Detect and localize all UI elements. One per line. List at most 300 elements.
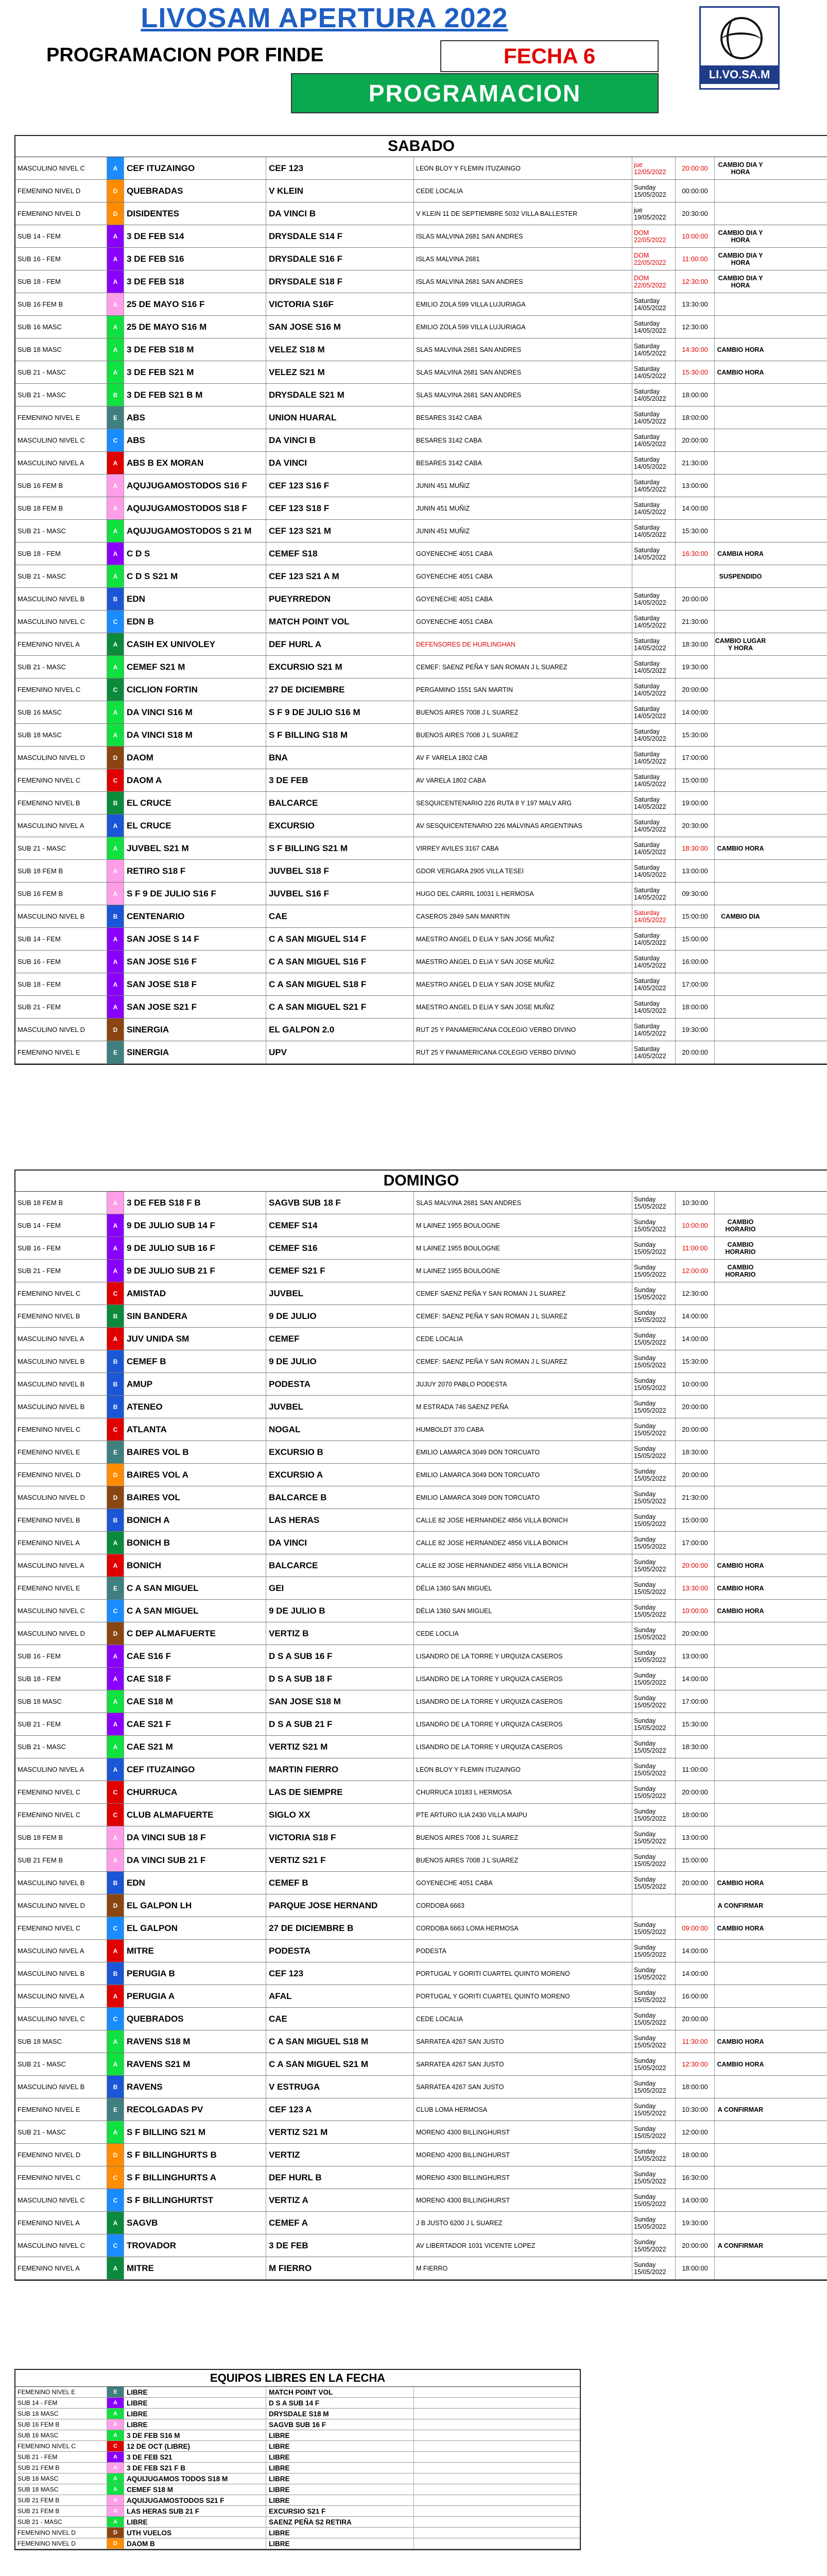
division-cell: SUB 21 - FEM xyxy=(15,996,107,1018)
observation-cell: CAMBIO HORA xyxy=(717,1924,764,1932)
table-row xyxy=(15,973,827,996)
venue-cell: CEMEF: SAENZ PEÑA Y SAN ROMAN J L SUAREZ xyxy=(414,1350,632,1372)
libre-row xyxy=(15,2419,580,2430)
division-cell: SUB 14 - FEM xyxy=(15,1214,107,1236)
visitor-team: C A SAN MIGUEL S18 F xyxy=(266,973,414,995)
time-cell: 20:00:00 xyxy=(676,1872,715,1894)
local-team: QUEBRADAS xyxy=(124,180,266,202)
date-cell: Sunday 15/05/2022 xyxy=(632,1962,676,1985)
time-cell: 18:00:00 xyxy=(676,2076,715,2098)
level-badge: A xyxy=(107,2398,124,2408)
table-row xyxy=(15,1872,827,1894)
time-cell: 15:30:00 xyxy=(676,1350,715,1372)
time-cell: 14:00:00 xyxy=(676,1305,715,1327)
table-row xyxy=(15,1917,827,1940)
time-cell: 18:30:00 xyxy=(676,1441,715,1463)
local-team: AQUIJUGAMOSTODOS S21 F xyxy=(124,2495,266,2505)
time-cell: 20:00:00 xyxy=(676,1041,715,1063)
visitor-team: PODESTA xyxy=(266,1373,414,1395)
date-cell: Saturday 14/05/2022 xyxy=(632,656,676,678)
libre-row xyxy=(15,2538,580,2549)
local-team: BONICH A xyxy=(124,1509,266,1531)
date-cell: Saturday 14/05/2022 xyxy=(632,928,676,950)
venue-cell: CEMEF SAENZ PEÑA Y SAN ROMAN J L SUAREZ xyxy=(414,1282,632,1304)
date-cell: Sunday 15/05/2022 xyxy=(632,1804,676,1826)
observation-cell xyxy=(715,2144,766,2166)
level-badge: A xyxy=(107,1237,124,1259)
table-row xyxy=(15,248,827,270)
table-row xyxy=(15,1826,827,1849)
time-cell: 14:00:00 xyxy=(676,1328,715,1350)
observation-cell: A CONFIRMAR xyxy=(717,1902,764,1909)
level-badge: B xyxy=(107,1305,124,1327)
level-badge: A xyxy=(107,2506,124,2516)
division-cell: MASCULINO NIVEL B xyxy=(15,905,107,927)
venue-cell: GOYENECHE 4051 CABA xyxy=(414,543,632,565)
division-cell: SUB 21 - MASC xyxy=(15,520,107,542)
date-cell: Saturday 14/05/2022 xyxy=(632,996,676,1018)
local-team: 25 DE MAYO S16 M xyxy=(124,316,266,338)
local-team: BAIRES VOL A xyxy=(124,1464,266,1486)
visitor-team: D S A SUB 21 F xyxy=(266,1713,414,1735)
level-badge: A xyxy=(107,1328,124,1350)
local-team: EDN xyxy=(124,588,266,610)
visitor-team: CEMEF A xyxy=(266,2212,414,2234)
visitor-team: VERTIZ S21 M xyxy=(266,1736,414,1758)
observation-cell xyxy=(715,2189,766,2211)
visitor-team: EXCURSIO S21 F xyxy=(266,2506,414,2516)
local-team: C DEP ALMAFUERTE xyxy=(124,1622,266,1645)
table-row xyxy=(15,2257,827,2280)
venue-cell: BESARES 3142 CABA xyxy=(414,452,632,474)
venue-cell: SLAS MALVINA 2681 SAN ANDRES xyxy=(414,1192,632,1214)
division-cell: MASCULINO NIVEL C xyxy=(15,2234,107,2257)
visitor-team: SAGVB SUB 16 F xyxy=(266,2419,414,2430)
level-badge: B xyxy=(107,1396,124,1418)
local-team: AMISTAD xyxy=(124,1282,266,1304)
local-team: LAS HERAS SUB 21 F xyxy=(124,2506,266,2516)
table-row xyxy=(15,1509,827,1532)
level-badge: C xyxy=(107,2166,124,2189)
visitor-team: CEF 123 S21 M xyxy=(266,520,414,542)
venue-cell: AV LIBERTADOR 1031 VICENTE LOPEZ xyxy=(414,2234,632,2257)
local-team: ABS xyxy=(124,406,266,429)
date-cell: Sunday 15/05/2022 xyxy=(632,180,676,202)
date-cell: Saturday 14/05/2022 xyxy=(632,520,676,542)
table-row xyxy=(15,1940,827,1962)
libre-row xyxy=(15,2528,580,2538)
visitor-team: S F 9 DE JULIO S16 M xyxy=(266,701,414,723)
observation-cell: CAMBIO HORA xyxy=(717,368,764,376)
division-cell: MASCULINO NIVEL C xyxy=(15,1600,107,1622)
level-badge: A xyxy=(107,316,124,338)
observation-cell xyxy=(715,1464,766,1486)
libre-row xyxy=(15,2506,580,2517)
level-badge: A xyxy=(107,2409,124,2419)
level-badge: A xyxy=(107,996,124,1018)
observation-cell xyxy=(715,1962,766,1985)
date-cell: Saturday 14/05/2022 xyxy=(632,293,676,315)
time-cell: 16:30:00 xyxy=(676,543,715,565)
observation-cell xyxy=(715,497,766,519)
table-row xyxy=(15,338,827,361)
time-cell: 14:30:00 xyxy=(676,338,715,361)
observation-cell xyxy=(715,2212,766,2234)
time-cell: 20:00:00 xyxy=(676,1622,715,1645)
division-cell: SUB 21 - MASC xyxy=(15,837,107,859)
division-cell: FEMENINO NIVEL A xyxy=(15,2257,107,2279)
date-cell: Sunday 15/05/2022 xyxy=(632,1260,676,1282)
level-badge: E xyxy=(107,1577,124,1599)
table-row xyxy=(15,1373,827,1396)
division-cell: SUB 18 - FEM xyxy=(15,1668,107,1690)
table-row xyxy=(15,2008,827,2030)
date-cell: Sunday 15/05/2022 xyxy=(632,1464,676,1486)
table-row xyxy=(15,611,827,633)
time-cell: 19:30:00 xyxy=(676,2212,715,2234)
observation-cell xyxy=(715,815,766,837)
time-cell: 00:00:00 xyxy=(676,180,715,202)
division-cell: MASCULINO NIVEL B xyxy=(15,1373,107,1395)
local-team: C A SAN MIGUEL xyxy=(124,1577,266,1599)
venue-cell: CLUB LOMA HERMOSA xyxy=(414,2098,632,2121)
level-badge: E xyxy=(107,1041,124,1063)
date-cell: Sunday 15/05/2022 xyxy=(632,1781,676,1803)
level-badge: A xyxy=(107,2430,124,2441)
local-team: BONICH xyxy=(124,1554,266,1577)
visitor-team: EXCURSIO B xyxy=(266,1441,414,1463)
date-cell: Sunday 15/05/2022 xyxy=(632,2144,676,2166)
venue-cell: BUENOS AIRES 7008 J L SUAREZ xyxy=(414,724,632,746)
venue-cell: DÉLIA 1360 SAN MIGUEL xyxy=(414,1577,632,1599)
division-cell: FEMENINO NIVEL C xyxy=(15,2441,107,2451)
level-badge: B xyxy=(107,1962,124,1985)
local-team: 3 DE FEB S21 F B xyxy=(124,2463,266,2473)
division-cell: SUB 16 FEM B xyxy=(15,2419,107,2430)
venue-cell: PODESTA xyxy=(414,1940,632,1962)
time-cell: 12:30:00 xyxy=(676,270,715,293)
date-cell: Saturday 14/05/2022 xyxy=(632,452,676,474)
venue-cell: EMILIO ZOLA 599 VILLA LUJURIAGA xyxy=(414,293,632,315)
division-cell: FEMENINO NIVEL A xyxy=(15,2212,107,2234)
level-badge: D xyxy=(107,1894,124,1917)
local-team: RAVENS S21 M xyxy=(124,2053,266,2075)
level-badge: A xyxy=(107,2121,124,2143)
local-team: 25 DE MAYO S16 F xyxy=(124,293,266,315)
date-cell: DOM 22/05/2022 xyxy=(632,270,676,293)
local-team: CEMEF S21 M xyxy=(124,656,266,678)
venue-cell: SARRATEA 4267 SAN JUSTO xyxy=(414,2030,632,2053)
time-cell: 20:00:00 xyxy=(676,1418,715,1440)
time-cell: 17:00:00 xyxy=(676,747,715,769)
time-cell: 12:00:00 xyxy=(676,2121,715,2143)
observation-cell xyxy=(715,928,766,950)
time-cell: 12:30:00 xyxy=(676,1282,715,1304)
local-team: ABS B EX MORAN xyxy=(124,452,266,474)
date-cell: Saturday 14/05/2022 xyxy=(632,633,676,655)
time-cell: 20:00:00 xyxy=(676,1781,715,1803)
division-cell: MASCULINO NIVEL A xyxy=(15,452,107,474)
table-row xyxy=(15,656,827,679)
division-cell: SUB 18 MASC xyxy=(15,2030,107,2053)
level-badge: C xyxy=(107,1804,124,1826)
level-badge: A xyxy=(107,225,124,247)
level-badge: D xyxy=(107,1622,124,1645)
observation-cell: CAMBIO HORA xyxy=(717,1562,764,1569)
visitor-team: PODESTA xyxy=(266,1940,414,1962)
local-team: BAIRES VOL B xyxy=(124,1441,266,1463)
observation-cell xyxy=(715,1441,766,1463)
observation-cell xyxy=(715,1418,766,1440)
time-cell: 18:00:00 xyxy=(676,406,715,429)
division-cell: MASCULINO NIVEL C xyxy=(15,157,107,179)
date-cell: Sunday 15/05/2022 xyxy=(632,1736,676,1758)
table-row xyxy=(15,1985,827,2008)
division-cell: SUB 21 - MASC xyxy=(15,1736,107,1758)
level-badge: A xyxy=(107,860,124,882)
local-team: SAN JOSE S18 F xyxy=(124,973,266,995)
division-cell: MASCULINO NIVEL D xyxy=(15,1019,107,1041)
time-cell: 20:00:00 xyxy=(676,157,715,179)
time-cell: 10:00:00 xyxy=(676,1600,715,1622)
date-cell: Sunday 15/05/2022 xyxy=(632,1305,676,1327)
venue-cell: J B JUSTO 6200 J L SUAREZ xyxy=(414,2212,632,2234)
local-team: 3 DE FEB S18 M xyxy=(124,338,266,361)
date-cell: Sunday 15/05/2022 xyxy=(632,2008,676,2030)
level-badge: C xyxy=(107,2008,124,2030)
table-row xyxy=(15,837,827,860)
visitor-team: V ESTRUGA xyxy=(266,2076,414,2098)
observation-cell: A CONFIRMAR xyxy=(717,2242,764,2249)
time-cell: 14:00:00 xyxy=(676,701,715,723)
date-cell: Sunday 15/05/2022 xyxy=(632,2121,676,2143)
table-row xyxy=(15,1758,827,1781)
observation-cell: CAMBIA HORA xyxy=(717,550,764,557)
visitor-team: LIBRE xyxy=(266,2463,414,2473)
observation-cell: CAMBIO HORA xyxy=(717,346,764,353)
observation-cell xyxy=(715,1758,766,1781)
observation-cell xyxy=(715,316,766,338)
table-row xyxy=(15,2234,827,2257)
division-cell: SUB 16 - FEM xyxy=(15,1645,107,1667)
date-cell: Sunday 15/05/2022 xyxy=(632,1600,676,1622)
date-cell: Sunday 15/05/2022 xyxy=(632,1441,676,1463)
division-cell: FEMENINO NIVEL C xyxy=(15,1804,107,1826)
time-cell: 20:00:00 xyxy=(676,679,715,701)
date-cell: Sunday 15/05/2022 xyxy=(632,1645,676,1667)
time-cell: 21:30:00 xyxy=(676,1486,715,1509)
level-badge: A xyxy=(107,815,124,837)
time-cell: 16:00:00 xyxy=(676,1985,715,2007)
table-row xyxy=(15,1713,827,1736)
time-cell: 18:00:00 xyxy=(676,2257,715,2279)
local-team: 3 DE FEB S21 xyxy=(124,2452,266,2462)
visitor-team: UPV xyxy=(266,1041,414,1063)
level-badge: A xyxy=(107,248,124,270)
table-row xyxy=(15,2144,827,2166)
observation-cell xyxy=(715,1645,766,1667)
observation-cell xyxy=(715,1486,766,1509)
level-badge: A xyxy=(107,157,124,179)
time-cell: 13:00:00 xyxy=(676,1645,715,1667)
date-cell: Sunday 15/05/2022 xyxy=(632,2053,676,2075)
division-cell: FEMENINO NIVEL D xyxy=(15,2144,107,2166)
observation-cell xyxy=(715,747,766,769)
observation-cell xyxy=(715,1622,766,1645)
date-cell: Sunday 15/05/2022 xyxy=(632,1713,676,1735)
observation-cell xyxy=(715,1736,766,1758)
table-row xyxy=(15,1486,827,1509)
table-row xyxy=(15,361,827,384)
libre-row xyxy=(15,2463,580,2473)
division-cell: MASCULINO NIVEL B xyxy=(15,1962,107,1985)
venue-cell: BESARES 3142 CABA xyxy=(414,406,632,429)
local-team: EL CRUCE xyxy=(124,792,266,814)
time-cell: 20:00:00 xyxy=(676,1554,715,1577)
visitor-team: SAGVB SUB 18 F xyxy=(266,1192,414,1214)
table-row xyxy=(15,2121,827,2144)
observation-cell xyxy=(715,406,766,429)
date-cell: Sunday 15/05/2022 xyxy=(632,2030,676,2053)
division-cell: MASCULINO NIVEL A xyxy=(15,815,107,837)
table-row xyxy=(15,1554,827,1577)
venue-cell: CORDOBA 6663 xyxy=(414,1894,632,1917)
time-cell: 18:00:00 xyxy=(676,2144,715,2166)
visitor-team: LIBRE xyxy=(266,2528,414,2538)
venue-cell: SLAS MALVINA 2681 SAN ANDRES xyxy=(414,384,632,406)
observation-cell xyxy=(715,180,766,202)
level-badge: C xyxy=(107,2441,124,2451)
venue-cell: PORTUGAL Y GORITI CUARTEL QUINTO MORENO xyxy=(414,1985,632,2007)
venue-cell: LISANDRO DE LA TORRE Y URQUIZA CASEROS xyxy=(414,1690,632,1713)
observation-cell xyxy=(715,769,766,791)
local-team: SAN JOSE S16 F xyxy=(124,951,266,973)
venue-cell: CORDOBA 6663 LOMA HERMOSA xyxy=(414,1917,632,1939)
local-team: SINERGIA xyxy=(124,1041,266,1063)
time-cell xyxy=(676,565,715,587)
time-cell: 15:30:00 xyxy=(676,520,715,542)
visitor-team: 27 DE DICIEMBRE B xyxy=(266,1917,414,1939)
table-row xyxy=(15,701,827,724)
date-cell: Saturday 14/05/2022 xyxy=(632,338,676,361)
venue-cell: LISANDRO DE LA TORRE Y URQUIZA CASEROS xyxy=(414,1668,632,1690)
visitor-team: CEF 123 xyxy=(266,1962,414,1985)
local-team: 9 DE JULIO SUB 16 F xyxy=(124,1237,266,1259)
level-badge: B xyxy=(107,1509,124,1531)
table-row xyxy=(15,1736,827,1758)
level-badge: A xyxy=(107,2463,124,2473)
visitor-team: 3 DE FEB xyxy=(266,769,414,791)
visitor-team: SAN JOSE S18 M xyxy=(266,1690,414,1713)
level-badge: C xyxy=(107,1282,124,1304)
division-cell: FEMENINO NIVEL D xyxy=(15,1464,107,1486)
local-team: LIBRE xyxy=(124,2409,266,2419)
time-cell: 14:00:00 xyxy=(676,2189,715,2211)
visitor-team: BALCARCE xyxy=(266,792,414,814)
venue-cell: LISANDRO DE LA TORRE Y URQUIZA CASEROS xyxy=(414,1713,632,1735)
date-cell: Saturday 14/05/2022 xyxy=(632,905,676,927)
division-cell: SUB 21 - FEM xyxy=(15,2452,107,2462)
local-team: S F BILLINGHURTS A xyxy=(124,2166,266,2189)
visitor-team: CEMEF xyxy=(266,1328,414,1350)
observation-cell: CAMBIO DIA Y HORA xyxy=(718,229,763,244)
division-cell: FEMENINO NIVEL C xyxy=(15,2166,107,2189)
local-team: 3 DE FEB S16 M xyxy=(124,2430,266,2441)
time-cell: 20:30:00 xyxy=(676,202,715,225)
venue-cell: CASEROS 2849 SAN MANRTIN xyxy=(414,905,632,927)
libre-row xyxy=(15,2387,580,2398)
level-badge: A xyxy=(107,1192,124,1214)
visitor-team: DA VINCI xyxy=(266,1532,414,1554)
date-cell: Sunday 15/05/2022 xyxy=(632,1328,676,1350)
observation-cell xyxy=(715,1690,766,1713)
local-team: S F 9 DE JULIO S16 F xyxy=(124,883,266,905)
date-cell: Sunday 15/05/2022 xyxy=(632,1509,676,1531)
venue-cell: JUNIN 451 MUÑIZ xyxy=(414,474,632,497)
venue-cell: CEDE LOCLIA xyxy=(414,1622,632,1645)
division-cell: SUB 18 FEM B xyxy=(15,1826,107,1849)
time-cell: 12:30:00 xyxy=(676,2053,715,2075)
visitor-team: LAS HERAS xyxy=(266,1509,414,1531)
observation-cell xyxy=(715,2166,766,2189)
table-row xyxy=(15,1804,827,1826)
visitor-team: CEMEF S16 xyxy=(266,1237,414,1259)
table-row xyxy=(15,1894,827,1917)
venue-cell: SARRATEA 4267 SAN JUSTO xyxy=(414,2053,632,2075)
observation-cell: CAMBIO DIA Y HORA xyxy=(718,274,763,289)
division-cell: SUB 21 FEM B xyxy=(15,1849,107,1871)
observation-cell xyxy=(715,293,766,315)
observation-cell: CAMBIO HORARIO xyxy=(725,1218,756,1233)
local-team: 9 DE JULIO SUB 14 F xyxy=(124,1214,266,1236)
visitor-team: DRYSDALE S21 M xyxy=(266,384,414,406)
date-cell: Saturday 14/05/2022 xyxy=(632,860,676,882)
date-cell: Saturday 14/05/2022 xyxy=(632,837,676,859)
time-cell: 15:00:00 xyxy=(676,905,715,927)
date-cell xyxy=(632,565,676,587)
local-team: CAE S18 M xyxy=(124,1690,266,1713)
local-team: ATLANTA xyxy=(124,1418,266,1440)
division-cell: MASCULINO NIVEL B xyxy=(15,2076,107,2098)
date-cell: Saturday 14/05/2022 xyxy=(632,588,676,610)
local-team: 3 DE FEB S14 xyxy=(124,225,266,247)
venue-cell: MAESTRO ANGEL D ELIA Y SAN JOSE MUÑIZ xyxy=(414,951,632,973)
division-cell: SUB 18 - FEM xyxy=(15,543,107,565)
venue-cell: CHURRUCA 10183 L HERMOSA xyxy=(414,1781,632,1803)
level-badge: A xyxy=(107,701,124,723)
venue-cell: GOYENECHE 4051 CABA xyxy=(414,611,632,633)
level-badge: A xyxy=(107,452,124,474)
table-row xyxy=(15,293,827,316)
division-cell: SUB 21 - FEM xyxy=(15,1260,107,1282)
domingo-table xyxy=(15,1192,827,2280)
division-cell: SUB 18 FEM B xyxy=(15,497,107,519)
division-cell: FEMENINO NIVEL C xyxy=(15,769,107,791)
local-team: S F BILLINGHURTST xyxy=(124,2189,266,2211)
visitor-team: MATCH POINT VOL xyxy=(266,611,414,633)
date-cell: Saturday 14/05/2022 xyxy=(632,406,676,429)
time-cell: 14:00:00 xyxy=(676,497,715,519)
libres-section xyxy=(14,2369,581,2550)
visitor-team: SAN JOSE S16 M xyxy=(266,316,414,338)
venue-cell: SLAS MALVINA 2681 SAN ANDRES xyxy=(414,361,632,383)
observation-cell xyxy=(715,2257,766,2279)
visitor-team: LAS DE SIEMPRE xyxy=(266,1781,414,1803)
level-badge: B xyxy=(107,792,124,814)
date-cell: Sunday 15/05/2022 xyxy=(632,1192,676,1214)
division-cell: FEMENINO NIVEL E xyxy=(15,1577,107,1599)
local-team: SINERGIA xyxy=(124,1019,266,1041)
